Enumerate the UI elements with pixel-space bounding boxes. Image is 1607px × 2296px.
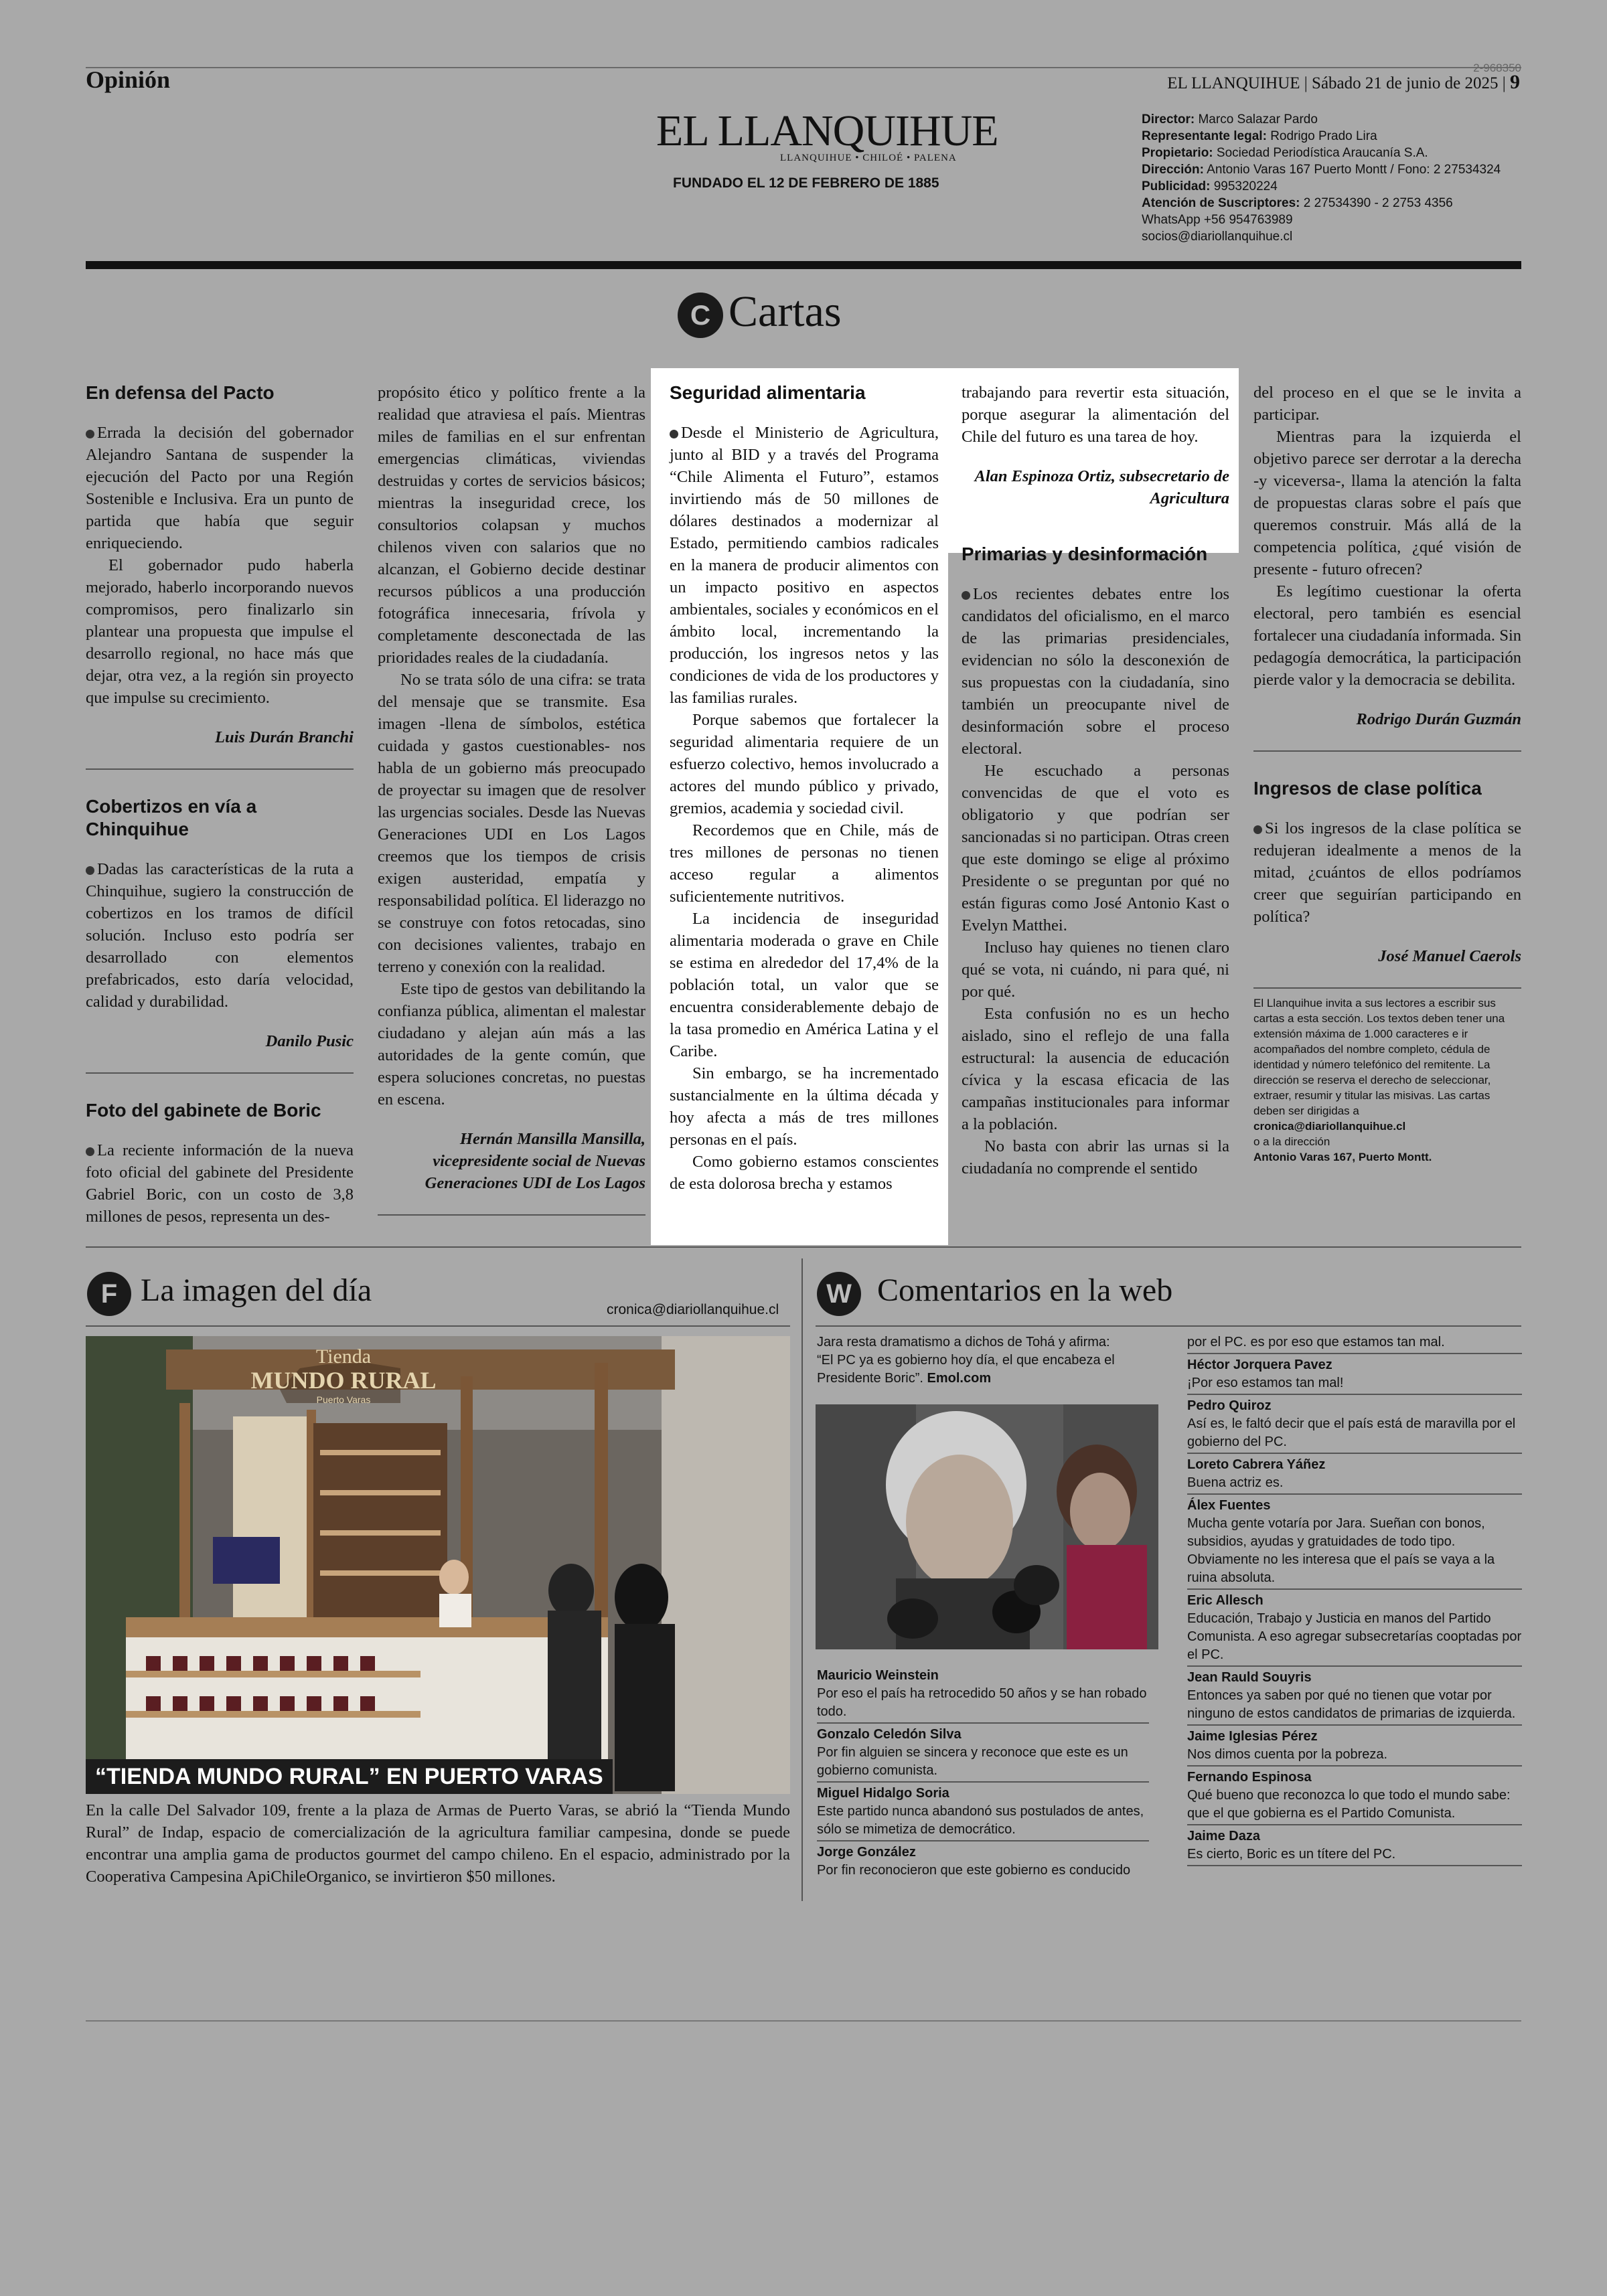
- comment-text: Mucha gente votaría por Jara. Sueñan con bonos, subsidios, ayudas y gratuidades de todo tipo. Obviamente no les interesa que el país se vaya a la ruina absoluta.: [1187, 1516, 1495, 1585]
- image-of-day-email[interactable]: cronica@diariollanquihue.cl: [607, 1302, 779, 1317]
- store-sign-main: MUNDO RURAL: [250, 1367, 437, 1394]
- letter-paragraph: Porque sabemos que fortalecer la seguridad alimentaria requiere de un esfuerzo colectivo, hemos involucrado a actores del mundo público y privado, gremios, academia y sociedad civil.: [670, 711, 939, 817]
- letter-headline: Primarias y desinformación: [962, 544, 1208, 564]
- letter-signature: Danilo Pusic: [265, 1032, 354, 1050]
- comment-text: Entonces ya saben por qué no tienen que votar por ninguno de estos candidatos de primarias de izquierda.: [1187, 1688, 1516, 1721]
- letter-headline: Ingresos de clase política: [1253, 778, 1482, 799]
- column-4: [962, 382, 1229, 1179]
- letter-paragraph: Esta confusión no es un hecho aislado, sino el reflejo de una falla estructural: la ausencia de educación cívica y la escasa eficacia de las campañas institucionales para informar a la población.: [962, 1005, 1229, 1133]
- cartas-title: Cartas: [729, 287, 842, 336]
- comment-author: Héctor Jorquera Pavez: [1187, 1358, 1332, 1372]
- letter-paragraph: Si los ingresos de la clase política se redujeran idealmente a menos de la mitad, ¿cuántos de ellos podríamos creer que seguirían participando en política?: [1253, 819, 1521, 926]
- letter-paragraph: Como gobierno estamos conscientes de esta dolorosa brecha y estamos: [670, 1153, 939, 1193]
- letter-paragraph: El gobernador pudo haberla mejorado, haberlo incorporando nuevos compromisos, pero finalizarlo sin plantear una propuesta que impulse el desarrollo regional, no hace más que dejar, otra vez, a la región sin proyecto que impulse su crecimiento.: [86, 556, 354, 707]
- bullet-icon: [86, 430, 94, 438]
- bullet-icon: [962, 591, 970, 600]
- notice-address: Antonio Varas 167, Puerto Montt.: [1253, 1151, 1432, 1163]
- column-5: [1253, 382, 1521, 1165]
- image-of-day-text: En la calle Del Salvador 109, frente a la plaza de Armas de Puerto Varas, se abrió la “Tienda Mundo Rural” de Indap, espacio de comercialización de la agricultura familiar campesina, donde se puede encontrar una amplia gama de productos gourmet del campo chileno. En el espacio, administrado por la Cooperativa Campesina ApiChileOrganico, se invirtieron $50 millones.: [86, 1801, 790, 1886]
- comment-item: [1187, 1497, 1522, 1590]
- bullet-icon: [86, 866, 94, 875]
- comment-item: [1187, 1356, 1522, 1395]
- masthead: EL LLANQUIHUE: [656, 106, 998, 155]
- comment-author: Pedro Quiroz: [1187, 1398, 1272, 1413]
- divider: [86, 1325, 790, 1327]
- comment-text: Educación, Trabajo y Justicia en manos del Partido Comunista. A eso agregar subsecretarías cooptadas por el PC.: [1187, 1611, 1522, 1662]
- letter-paragraph: trabajando para revertir esta situación, porque asegurar la alimentación del Chile del futuro es una tarea de hoy.: [962, 384, 1229, 446]
- comment-text: Buena actriz es.: [1187, 1475, 1284, 1490]
- letter-paragraph: Este tipo de gestos van debilitando la confianza pública, alimentan el malestar ciudadano y alejan aún más a las autoridades de la gente común, que espera soluciones concretas, no puestas en escena.: [378, 980, 645, 1109]
- comment-item: [817, 1726, 1149, 1783]
- letter-paragraph: Incluso hay quienes no tienen claro qué se vota, ni cuándo, ni para qué, ni por qué.: [962, 938, 1229, 1001]
- comment-author: Jean Rauld Souyris: [1187, 1670, 1312, 1685]
- staff-row: Publicidad: 995320224: [1142, 179, 1278, 193]
- staff-box: [1142, 111, 1517, 245]
- header-thick-rule: [86, 261, 1521, 269]
- comment-text: Por fin reconocieron que este gobierno es conducido: [817, 1863, 1131, 1878]
- letter-paragraph: Es legítimo cuestionar la oferta electoral, pero también es esencial fortalecer una ciudadanía informada. Sin pedagogía democrática, la participación pierde valor y la democracia se debilita.: [1253, 582, 1521, 689]
- letter-headline: Cobertizos en vía a Chinquihue: [86, 796, 257, 839]
- letters-notice: El Llanquihue invita a sus lectores a escribir sus cartas a esta sección. Los textos deben tener una extensión máxima de 1.000 caracteres e ir acompañados del nombre completo, cédula de identidad y número telefónico del remitente. La dirección se reserva el derecho de seleccionar, extraer, resumir y titular las misivas. Las cartas deben ser dirigidas a cronica@diariollanquihue.cl o a la dirección Antonio Varas 167, Puerto Montt.: [1253, 997, 1505, 1163]
- comment-item: [1187, 1397, 1522, 1454]
- bullet-icon: [86, 1147, 94, 1156]
- letter-paragraph: Sin embargo, se ha incrementado sustancialmente en la última década y hoy afecta a más de tres millones personas en el país.: [670, 1064, 939, 1149]
- web-comments-title: Comentarios en la web: [877, 1273, 1173, 1308]
- web-comments-intro: Jara resta dramatismo a dichos de Tohá y afirma: “El PC ya es gobierno hoy día, el que encabeza el Presidente Boric”. Emol.com: [817, 1335, 1115, 1386]
- letter-signature: Alan Espinoza Ortiz, subsecretario de Agricultura: [974, 467, 1229, 507]
- letter-paragraph: Errada la decisión del gobernador Alejandro Santana de suspender la ejecución del Pacto por una Región Sostenible e Inclusiva. Era un punto de partida que había que seguir enriqueciendo.: [86, 424, 354, 552]
- letter-headline: En defensa del Pacto: [86, 382, 275, 403]
- comment-text: Qué bueno que reconozca lo que todo el mundo sabe: que el que gobierna es el Partido Comunista.: [1187, 1788, 1511, 1821]
- comments-list-left: [817, 1667, 1149, 1883]
- staff-row: Atención de Suscriptores: 2 27534390 - 2 2753 4356: [1142, 196, 1453, 210]
- image-of-day-logo-icon: F: [87, 1272, 131, 1316]
- store-photo: [86, 1336, 790, 1794]
- store-sign-sub: Puerto Varas: [316, 1394, 371, 1405]
- cartas-logo-icon: C: [678, 293, 723, 338]
- comment-item: [817, 1843, 1149, 1881]
- photo-caption: “TIENDA MUNDO RURAL” EN PUERTO VARAS: [86, 1759, 613, 1794]
- letter-paragraph: Desde el Ministerio de Agricultura, junto al BID y a través del Programa “Chile Alimenta el Futuro”, estamos invirtiendo más de 50 millones de dólares destinados a modernizar al Estado, permitiendo cambios radicales en la manera de producir alimentos con un impacto positivo en aspectos ambientales, sociales y económicos en el ámbito local, incrementando la producción, los ingresos netos y las condiciones de vida de los productores y las familias rurales.: [670, 424, 939, 707]
- letter-paragraph: He escuchado a personas convencidas de que el voto es obligatorio y que podrían ser sancionadas si no participan. Otras creen que este domingo se elige al próximo Presidente o se preguntan por qué no están figuras como José Antonio Kast o Evelyn Matthei.: [962, 762, 1230, 934]
- comment-text: Nos dimos cuenta por la pobreza.: [1187, 1747, 1388, 1762]
- comment-item: [1187, 1827, 1522, 1866]
- image-of-day-title: La imagen del día: [141, 1273, 372, 1308]
- bullet-icon: [670, 430, 678, 438]
- comment-author: Miguel Hidalgo Soria: [817, 1786, 949, 1801]
- vertical-divider: [801, 1258, 803, 1901]
- top-rule: [86, 67, 1521, 68]
- comment-author: Álex Fuentes: [1187, 1498, 1271, 1513]
- letter-paragraph: La reciente información de la nueva foto oficial del gabinete del Presidente Gabriel Boric, con un costo de 3,8 millones de pesos, representa un des-: [86, 1141, 354, 1226]
- letter-signature: Hernán Mansilla Mansilla, vicepresidente social de Nuevas Generaciones UDI de Los Lagos: [425, 1130, 645, 1192]
- comment-author: Loreto Cabrera Yáñez: [1187, 1457, 1326, 1472]
- comment-author: Eric Allesch: [1187, 1593, 1264, 1608]
- divider: [86, 768, 354, 770]
- staff-row: Representante legal: Rodrigo Prado Lira: [1142, 129, 1377, 143]
- comment-author: Jaime Daza: [1187, 1829, 1260, 1843]
- comment-text: Así es, le faltó decir que el país está de maravilla por el gobierno del PC.: [1187, 1416, 1516, 1449]
- web-comments-logo-icon: W: [817, 1272, 861, 1316]
- staff-row: WhatsApp +56 954763989: [1142, 213, 1293, 227]
- letter-headline: Seguridad alimentaria: [670, 382, 866, 403]
- section-rule: [86, 1246, 1521, 1248]
- bottom-rule: [86, 2020, 1521, 2022]
- letter-paragraph: del proceso en el que se le invita a participar.: [1253, 384, 1521, 424]
- divider: [86, 1072, 354, 1074]
- comment-author: Mauricio Weinstein: [817, 1668, 939, 1683]
- comment-text: Por eso el país ha retrocedido 50 años y se han robado todo.: [817, 1686, 1147, 1719]
- letter-paragraph: No se trata sólo de una cifra: se trata del mensaje que se transmite. Esa imagen -llena de símbolos, estética cuidada y gastos cuestionables- nos habla de un gobierno más preocupado de proyectar su imagen que de resolver las urgencias sociales. Desde las Nuevas Generaciones UDI en Los Lagos creemos que los tiempos de crisis exigen austeridad, empatía y responsabilidad política. El liderazgo no se construye con fotos retocadas, sino con decisiones valientes, trabajo en terreno y conexión con la realidad.: [378, 671, 645, 976]
- letter-headline: Foto del gabinete de Boric: [86, 1100, 321, 1121]
- staff-row: Propietario: Sociedad Periodística Araucanía S.A.: [1142, 146, 1428, 160]
- comment-item: [1187, 1669, 1522, 1726]
- comment-author: Jorge González: [817, 1845, 916, 1860]
- staff-row: socios@diariollanquihue.cl: [1142, 230, 1293, 244]
- comment-author: Gonzalo Celedón Silva: [817, 1727, 962, 1742]
- bullet-icon: [1253, 825, 1262, 834]
- letter-signature: Rodrigo Durán Guzmán: [1356, 710, 1521, 728]
- letter-paragraph: propósito ético y político frente a la realidad que atraviesa el país. Mientras miles de familias en el sur enfrentan emergencias climáticas, viviendas destruidas y cortes de servicios básicos; mientras la inseguridad crece, los consultorios colapsan y muchos chilenos viven con salarios que no alcanzan, el Gobierno decide destinar recursos públicos a una producción fotográfica innecesaria, frívola y completamente desconectada de las prioridades reales de la ciudadanía.: [378, 384, 645, 667]
- letter-paragraph: No basta con abrir las urnas si la ciudadanía no comprende el sentido: [962, 1137, 1229, 1177]
- staff-row: Director: Marco Salazar Pardo: [1142, 112, 1318, 127]
- divider: [1253, 987, 1521, 989]
- comment-item: [817, 1667, 1149, 1724]
- intro-source[interactable]: Emol.com: [927, 1371, 992, 1386]
- letter-paragraph: Mientras para la izquierda el objetivo parece ser derrotar a la derecha -y viceversa-, llama la atención la falta de propuestas claras sobre el país que queremos construir. Más allá de la competencia política, ¿qué visión de presente - futuro ofrecen?: [1253, 428, 1521, 578]
- letter-signature: José Manuel Caerols: [1378, 947, 1521, 965]
- letter-paragraph: Dadas las características de la ruta a Chinquihue, sugiero la construcción de cobertizos en los tramos de difícil solución. Incluso esto podría ser desarrollado con elementos prefabricados, esto daría velocidad, calidad y durabilidad.: [86, 860, 354, 1011]
- politician-photo: [816, 1404, 1158, 1649]
- staff-row: Dirección: Antonio Varas 167 Puerto Montt / Fono: 2 27534324: [1142, 163, 1501, 177]
- column-3: [670, 382, 939, 1195]
- comment-author: Fernando Espinosa: [1187, 1770, 1312, 1785]
- notice-email[interactable]: cronica@diariollanquihue.cl: [1253, 1120, 1406, 1133]
- page-ref: 2-968350: [1473, 62, 1521, 74]
- comment-text: Este partido nunca abandonó sus postulados de antes, sólo se mimetiza de democrático.: [817, 1804, 1144, 1837]
- letter-signature: Luis Durán Branchi: [215, 728, 354, 746]
- divider: [378, 1214, 645, 1216]
- date-text: EL LLANQUIHUE | Sábado 21 de junio de 2025 |: [1167, 74, 1506, 92]
- letter-paragraph: Los recientes debates entre los candidatos del oficialismo, en el marco de las primarias presidenciales, evidencian no sólo la desconexión de sus propuestas con la ciudadanía, sino también un preocupante nivel de desinformación sobre el proceso electoral.: [962, 585, 1229, 758]
- masthead-subtitle: LLANQUIHUE • CHILOÉ • PALENA: [780, 153, 957, 163]
- comments-list-right: [1187, 1333, 1522, 1868]
- divider: [816, 1325, 1521, 1327]
- comment-item: [1187, 1728, 1522, 1767]
- comment-text: Es cierto, Boric es un títere del PC.: [1187, 1847, 1396, 1862]
- column-1: [86, 382, 354, 1228]
- comment-text: Por fin alguien se sincera y reconoce que este es un gobierno comunista.: [817, 1745, 1128, 1778]
- letter-paragraph: La incidencia de inseguridad alimentaria moderada o grave en Chile se estima en alrededor del 17,4% de la población total, un valor que se encuentra considerablemente debajo de la tasa promedio en América Latina y el Caribe.: [670, 910, 939, 1060]
- divider: [1253, 750, 1521, 752]
- store-sign-top: Tienda: [315, 1345, 372, 1368]
- founded-line: FUNDADO EL 12 DE FEBRERO DE 1885: [673, 175, 939, 191]
- page-number: 9: [1510, 71, 1520, 93]
- date-line: [1167, 71, 1520, 94]
- letter-paragraph: Recordemos que en Chile, más de tres millones de personas no tienen acceso regular a alimentos suficientemente nutritivos.: [670, 821, 939, 906]
- column-2: [378, 382, 645, 1241]
- comment-item: [817, 1785, 1149, 1841]
- comment-text: ¡Por eso estamos tan mal!: [1187, 1376, 1344, 1390]
- comment-item: [1187, 1592, 1522, 1667]
- comment-continuation: por el PC. es por eso que estamos tan mal.: [1187, 1333, 1522, 1354]
- comment-author: Jaime Iglesias Pérez: [1187, 1729, 1318, 1744]
- comment-item: [1187, 1456, 1522, 1495]
- section-label: Opinión: [86, 66, 171, 93]
- comment-item: [1187, 1769, 1522, 1825]
